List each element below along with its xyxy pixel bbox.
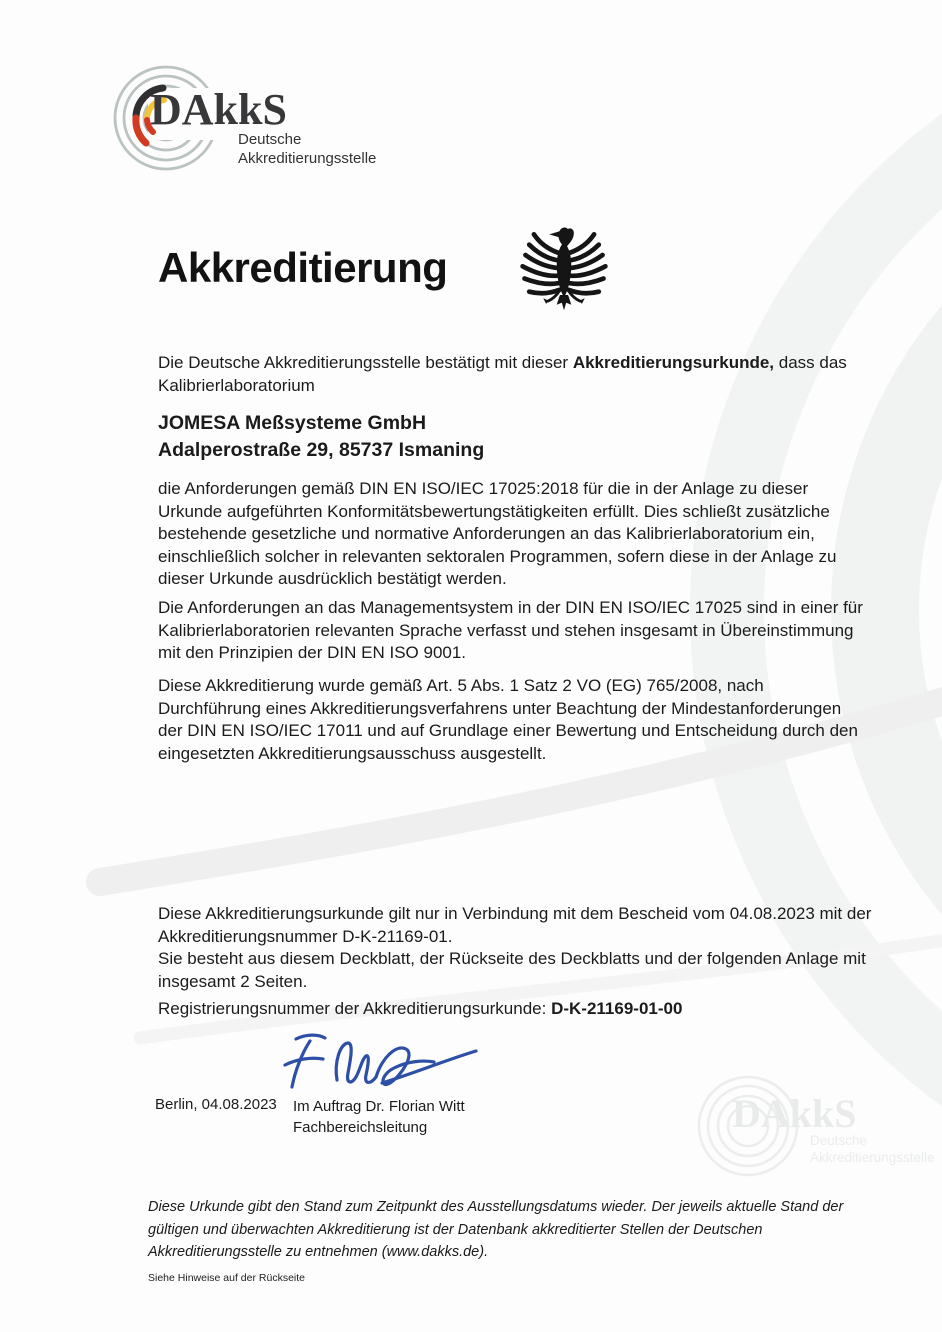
dakks-watermark (692, 1068, 942, 1188)
signer-authority: Im Auftrag Dr. Florian Witt (293, 1098, 465, 1115)
management-system-paragraph: Die Anforderungen an das Managementsystem in der DIN EN ISO/IEC 17025 sind in einer für Kalibrierlaboratorien relevanten Sprache verfasst und stehen insgesamt in Übereinstimmung mit den Prinzipien der DIN EN ISO 9001. (158, 598, 863, 662)
page-title: Akkreditierung (158, 244, 448, 291)
registration-number: D-K-21169-01-00 (551, 999, 683, 1018)
logo-subtitle-line2: Akkreditierungsstelle (238, 150, 377, 167)
dakks-logo-wordmark: DAkkS (150, 85, 287, 134)
logo-subtitle-line1: Deutsche (238, 131, 302, 148)
validity-text1: Diese Akkreditierungsurkunde gilt nur in Verbindung mit dem Bescheid vom 04.08.2023 mit der Akkreditierungsnummer D-K-21169-01. (158, 904, 872, 946)
company-block (158, 410, 864, 464)
signer-block (293, 1096, 465, 1138)
handwritten-signature (280, 1028, 480, 1094)
footer-backside-note: Siehe Hinweise auf der Rückseite (148, 1272, 305, 1284)
dakks-logo (108, 62, 388, 178)
federal-eagle-icon (516, 224, 612, 318)
company-address: Adalperostraße 29, 85737 Ismaning (158, 439, 485, 461)
signer-role: Fachbereichsleitung (293, 1119, 428, 1136)
watermark-subtitle-line2: Akkreditierungsstelle (810, 1150, 935, 1165)
watermark-subtitle-line1: Deutsche (810, 1133, 868, 1148)
validity-text2: Sie besteht aus diesem Deckblatt, der Rückseite des Deckblatts und der folgenden Anlage mit insgesamt 2 Seiten. (158, 949, 866, 991)
requirements-paragraph: die Anforderungen gemäß DIN EN ISO/IEC 17025:2018 für die in der Anlage zu dieser Urkunde aufgeführten Konformitätsbewertungstätigkeiten erfüllt. Dies schließt zusätzliche bestehende gesetzliche und normative Anforderungen an das Kalibrierlaboratorium ein, einschließlich solcher in relevanten sektoralen Programmen, sofern diese in der Anlage zu dieser Urkunde ausdrücklich bestätigt werden. (158, 479, 837, 588)
registration-label: Registrierungsnummer der Akkreditierungsurkunde: (158, 999, 552, 1018)
legal-basis-paragraph: Diese Akkreditierung wurde gemäß Art. 5 Abs. 1 Satz 2 VO (EG) 765/2008, nach Durchführung eines Akkreditierungsverfahrens unter Beachtung der Mindestanforderungen der DIN EN ISO/IEC 17011 und auf Grundlage einer Bewertung und Entscheidung durch den eingesetzten Akkreditierungsausschuss ausgestellt. (158, 676, 858, 763)
intro-paragraph (158, 352, 864, 397)
place-and-date: Berlin, 04.08.2023 (155, 1096, 277, 1113)
company-name: JOMESA Meßsysteme GmbH (158, 412, 427, 434)
intro-text-bold: Akkreditierungsurkunde, (572, 353, 775, 372)
dakks-logo-subtitle (238, 130, 376, 168)
registration-number-line (158, 998, 872, 1021)
intro-text-before: Die Deutsche Akkreditierungsstelle bestätigt mit dieser (158, 353, 573, 372)
validity-paragraph (158, 903, 872, 993)
footer-disclaimer: Diese Urkunde gibt den Stand zum Zeitpunkt des Ausstellungsdatums wieder. Der jeweils aktuelle Stand der gültigen und überwachten Akkreditierung ist der Datenbank akkreditierter Stellen der Deutschen Akkreditierungsstelle zu entnehmen (www.dakks.de). (148, 1199, 844, 1260)
watermark-wordmark: DAkkS (732, 1091, 857, 1136)
watermark-subtitle (810, 1132, 935, 1166)
intro-text-after: dass das Kalibrierlaboratorium (158, 353, 847, 395)
